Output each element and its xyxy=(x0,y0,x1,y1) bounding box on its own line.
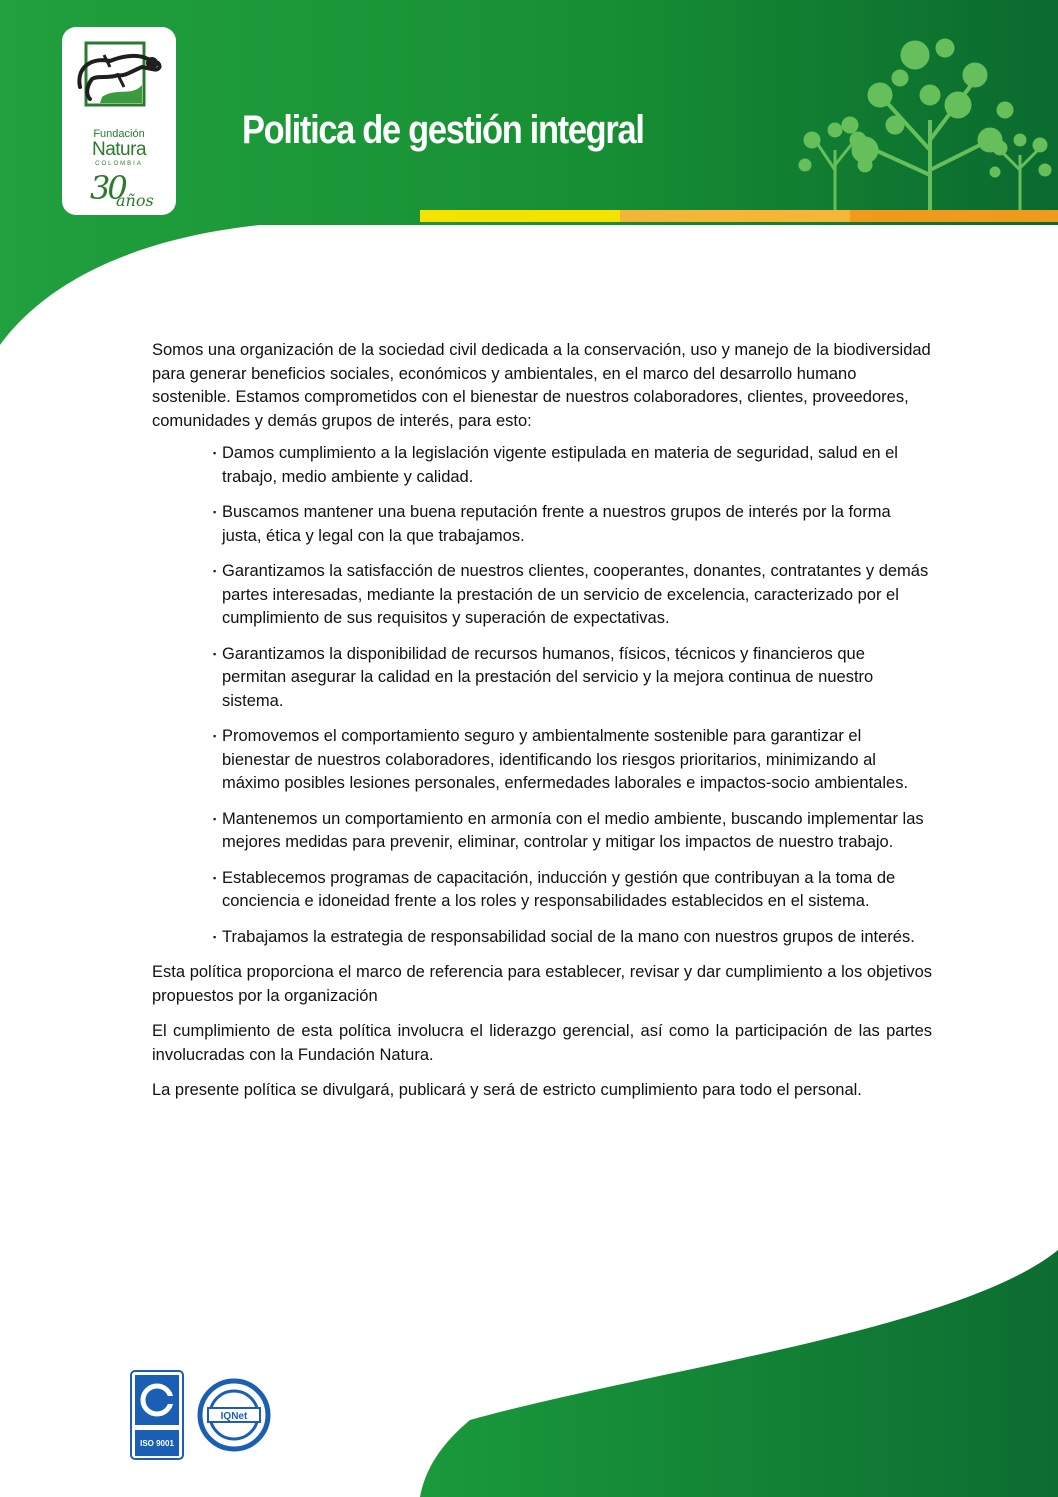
anniversary-number: 30 xyxy=(90,169,125,207)
commitment-item: ▪ Mantenemos un comportamiento en armonía con el medio ambiente, buscando implementar las mejores medidas para prevenir, eliminar, controlar y mitigar los impactos de nuestro trabajo. xyxy=(214,808,932,855)
iqnet-icon xyxy=(197,1378,271,1452)
logo-card xyxy=(62,27,176,215)
closing-paragraph: Esta política proporciona el marco de referencia para establecer, revisar y dar cumplimiento a los objetivos propuestos por la organización xyxy=(152,963,932,1005)
logo-line-colombia: COLOMBIA xyxy=(95,161,143,167)
commitment-item: ▪ Damos cumplimiento a la legislación vigente estipulada en materia de seguridad, salud en el trabajo, medio ambiente y calidad. xyxy=(214,442,932,489)
closing-section xyxy=(152,961,932,1103)
commitment-item: ▪ Buscamos mantener una buena reputación frente a nuestros grupos de interés por la forma justa, ética y legal con la que trabajamos. xyxy=(214,501,932,548)
closing-paragraph: El cumplimiento de esta política involucra el liderazgo gerencial, así como la participación de las partes involucradas con la Fundación Natura. xyxy=(152,1022,932,1064)
footer-curve xyxy=(420,1250,1058,1497)
stripe-yellow xyxy=(420,210,620,222)
policy-content xyxy=(152,339,932,1115)
commitment-item: ▪ Establecemos programas de capacitación, inducción y gestión que contribuyan a la toma de conciencia e idoneidad frente a los roles y responsabilidades establecidos en el sistema. xyxy=(214,867,932,914)
intro-paragraph: Somos una organización de la sociedad civil dedicada a la conservación, uso y manejo de la biodiversidad para generar beneficios sociales, económicos y ambientales, en el marco del desarrollo humano sostenible. Estamos comprometidos con el bienestar de nuestros colaboradores, clientes, proveedores, comunidades y demás grupos de interés, para esto: xyxy=(152,341,931,430)
iqnet-label: IQNet xyxy=(220,1411,248,1422)
logo-line-fundacion: Fundación xyxy=(93,128,145,140)
stripe-orange xyxy=(850,210,1058,222)
page-title: Politica de gestión integral xyxy=(242,108,644,152)
anniversary-word: años xyxy=(116,191,154,210)
commitment-item: ▪ Trabajamos la estrategia de responsabilidad social de la mano con nuestros grupos de interés. xyxy=(214,926,932,950)
logo-line-natura: Natura xyxy=(91,139,147,160)
commitment-item: ▪ Promovemos el comportamiento seguro y ambientalmente sostenible para garantizar el bienestar de nuestros colaboradores, identificando los riesgos prioritarios, minimizando al máximo posibles lesiones personales, enfermedades laborales e impactos-socio ambientales. xyxy=(214,725,932,796)
closing-paragraph: La presente política se divulgará, publicará y será de estricto cumplimiento para todo el personal. xyxy=(152,1081,862,1099)
commitment-item: ▪ Garantizamos la disponibilidad de recursos humanos, físicos, técnicos y financieros que permitan asegurar la calidad en la prestación del servicio y la mejora continua de nuestro sistema. xyxy=(214,643,932,714)
stripe-orange-light xyxy=(620,210,850,222)
commitments-list xyxy=(214,442,932,949)
icontec-label: ISO 9001 xyxy=(140,1439,174,1448)
commitment-item: ▪ Garantizamos la satisfacción de nuestros clientes, cooperantes, donantes, contratantes y demás partes interesadas, mediante la prestación de un servicio de excelencia, caracterizado por el cumplimiento de sus requisitos y superación de expectativas. xyxy=(214,560,932,631)
icontec-iso-9001-icon xyxy=(130,1370,184,1460)
